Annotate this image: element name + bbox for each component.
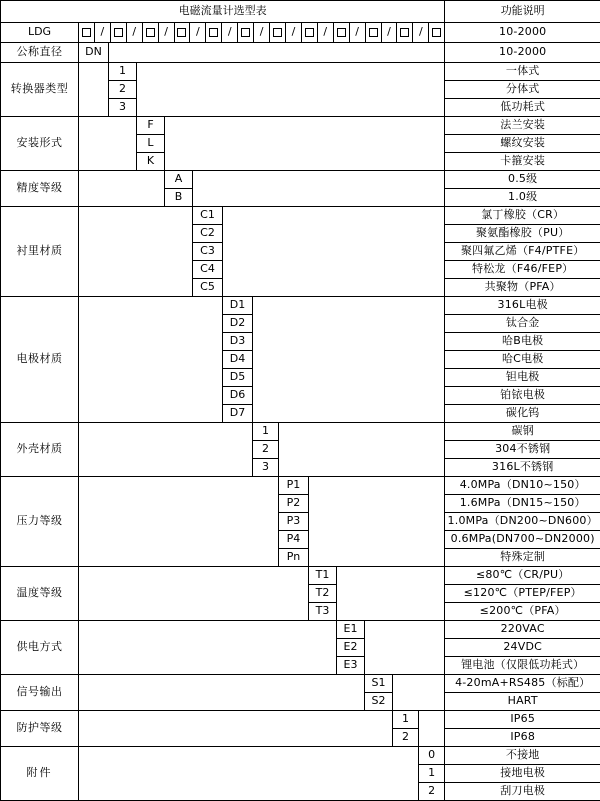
separator-slash: / (259, 26, 265, 39)
code-electrode-2: D2 (223, 315, 253, 333)
desc-power-2: 24VDC (445, 639, 600, 657)
spacer (79, 423, 253, 477)
spacer (365, 621, 445, 675)
desc-housing-2: 304不锈钢 (445, 441, 600, 459)
code-housing-2: 2 (253, 441, 279, 459)
page-title: 电磁流量计选型表 (1, 1, 445, 23)
code-separator (95, 23, 111, 42)
separator-slash: / (100, 26, 106, 39)
code-lining-4: C4 (193, 261, 223, 279)
desc-housing-3: 316L不锈钢 (445, 459, 600, 477)
spacer (109, 43, 445, 63)
label-accessory: 附件 (1, 747, 79, 801)
placeholder-square-icon (369, 28, 378, 37)
model-code-cells (79, 23, 445, 43)
desc-converter-2: 分体式 (445, 81, 600, 99)
separator-slash: / (291, 26, 297, 39)
desc-mounting-1: 法兰安装 (445, 117, 600, 135)
desc-converter-1: 一体式 (445, 63, 600, 81)
desc-lining-3: 聚四氟乙烯（F4/PTFE） (445, 243, 600, 261)
code-mounting-3: K (137, 153, 165, 171)
code-mounting-1: F (137, 117, 165, 135)
desc-accessory-1: 不接地 (445, 747, 600, 765)
code-signal-1: S1 (365, 675, 393, 693)
desc-pressure-2: 1.6MPa（DN15~150） (445, 495, 600, 513)
code-pressure-4: P4 (279, 531, 309, 549)
code-pressure-1: P1 (279, 477, 309, 495)
code-placeholder-box (302, 23, 318, 42)
label-housing-material: 外壳材质 (1, 423, 79, 477)
code-separator (286, 23, 302, 42)
placeholder-square-icon (177, 28, 186, 37)
label-nominal-diameter: 公称直径 (1, 43, 79, 63)
spacer (79, 207, 193, 297)
code-power-2: E2 (337, 639, 365, 657)
code-pressure-5: Pn (279, 549, 309, 567)
desc-temperature-1: ≤80℃（CR/PU） (445, 567, 600, 585)
spacer (79, 117, 137, 171)
code-power-3: E3 (337, 657, 365, 675)
desc-electrode-7: 碳化钨 (445, 405, 600, 423)
separator-slash: / (195, 26, 201, 39)
desc-lining-4: 特松龙（F46/FEP） (445, 261, 600, 279)
desc-nominal-diameter: 10-2000 (445, 23, 600, 43)
code-protection-2: 2 (393, 729, 419, 747)
spacer (337, 567, 445, 621)
spacer (393, 675, 445, 711)
code-electrode-7: D7 (223, 405, 253, 423)
placeholder-square-icon (337, 28, 346, 37)
spacer (165, 117, 445, 171)
code-placeholder-box (143, 23, 159, 42)
row-power-1 (1, 621, 600, 639)
separator-slash: / (163, 26, 169, 39)
label-lining-material: 衬里材质 (1, 207, 79, 297)
code-placeholder-box (397, 23, 413, 42)
spacer (253, 297, 445, 423)
code-electrode-3: D3 (223, 333, 253, 351)
code-dn: DN (79, 43, 109, 63)
separator-slash: / (322, 26, 328, 39)
code-cell-strip (79, 23, 444, 42)
code-accuracy-1: A (165, 171, 193, 189)
code-pressure-3: P3 (279, 513, 309, 531)
label-signal-output: 信号输出 (1, 675, 79, 711)
row-lining-1 (1, 207, 600, 225)
separator-slash: / (227, 26, 233, 39)
spacer (309, 477, 445, 567)
spacer (79, 747, 419, 801)
label-temperature-grade: 温度等级 (1, 567, 79, 621)
placeholder-square-icon (209, 28, 218, 37)
code-separator (382, 23, 398, 42)
desc-electrode-4: 哈C电极 (445, 351, 600, 369)
label-electrode-material: 电极材质 (1, 297, 79, 423)
placeholder-square-icon (432, 28, 441, 37)
spacer (79, 567, 309, 621)
desc-lining-1: 氯丁橡胶（CR） (445, 207, 600, 225)
desc-lining-5: 共聚物（PFA） (445, 279, 600, 297)
spacer (79, 477, 279, 567)
desc-accessory-2: 接地电极 (445, 765, 600, 783)
separator-slash: / (418, 26, 424, 39)
code-placeholder-box (79, 23, 95, 42)
desc-mounting-2: 螺纹安装 (445, 135, 600, 153)
code-placeholder-box (270, 23, 286, 42)
spacer (79, 171, 165, 207)
row-accessory-1 (1, 747, 600, 765)
placeholder-square-icon (114, 28, 123, 37)
row-housing-1 (1, 423, 600, 441)
code-housing-1: 1 (253, 423, 279, 441)
placeholder-square-icon (305, 28, 314, 37)
desc-converter-3: 低功耗式 (445, 99, 600, 117)
code-converter-2: 2 (109, 81, 137, 99)
desc-electrode-2: 钛合金 (445, 315, 600, 333)
placeholder-square-icon (82, 28, 91, 37)
code-separator (159, 23, 175, 42)
label-power-supply: 供电方式 (1, 621, 79, 675)
desc-signal-2: HART (445, 693, 600, 711)
code-placeholder-box (111, 23, 127, 42)
desc-electrode-5: 钽电极 (445, 369, 600, 387)
code-housing-3: 3 (253, 459, 279, 477)
code-electrode-4: D4 (223, 351, 253, 369)
code-pressure-2: P2 (279, 495, 309, 513)
code-separator (318, 23, 334, 42)
row-temperature-1 (1, 567, 600, 585)
desc-temperature-2: ≤120℃（PTEP/FEP） (445, 585, 600, 603)
code-placeholder-box (334, 23, 350, 42)
code-temperature-3: T3 (309, 603, 337, 621)
placeholder-square-icon (241, 28, 250, 37)
desc-accuracy-1: 0.5级 (445, 171, 600, 189)
code-accuracy-2: B (165, 189, 193, 207)
code-lining-3: C3 (193, 243, 223, 261)
spacer (79, 63, 109, 117)
row-protection-1 (1, 711, 600, 729)
code-temperature-1: T1 (309, 567, 337, 585)
separator-slash: / (131, 26, 137, 39)
code-placeholder-box (175, 23, 191, 42)
desc-pressure-4: 0.6MPa(DN700~DN2000) (445, 531, 600, 549)
row-electrode-1 (1, 297, 600, 315)
code-placeholder-box (366, 23, 382, 42)
desc-temperature-3: ≤200℃（PFA） (445, 603, 600, 621)
desc-protection-2: IP68 (445, 729, 600, 747)
desc-mounting-3: 卡箍安装 (445, 153, 600, 171)
code-placeholder-box (206, 23, 222, 42)
desc-pressure-5: 特殊定制 (445, 549, 600, 567)
code-separator (222, 23, 238, 42)
desc-power-1: 220VAC (445, 621, 600, 639)
label-accuracy-grade: 精度等级 (1, 171, 79, 207)
code-separator (254, 23, 270, 42)
code-protection-1: 1 (393, 711, 419, 729)
code-separator (350, 23, 366, 42)
code-separator (190, 23, 206, 42)
desc-accuracy-2: 1.0级 (445, 189, 600, 207)
code-signal-2: S2 (365, 693, 393, 711)
model-prefix: LDG (1, 23, 79, 43)
code-lining-5: C5 (193, 279, 223, 297)
table-title-row (1, 1, 600, 23)
desc-protection-1: IP65 (445, 711, 600, 729)
desc-accessory-3: 刮刀电极 (445, 783, 600, 801)
desc-column-header: 功能说明 (445, 1, 600, 23)
code-accessory-1: 0 (419, 747, 445, 765)
row-nominal-diameter (1, 43, 600, 63)
row-accuracy-1 (1, 171, 600, 189)
code-lining-1: C1 (193, 207, 223, 225)
row-signal-1 (1, 675, 600, 693)
code-mounting-2: L (137, 135, 165, 153)
spacer (79, 675, 365, 711)
code-accessory-2: 1 (419, 765, 445, 783)
label-converter-type: 转换器类型 (1, 63, 79, 117)
code-placeholder-box (238, 23, 254, 42)
placeholder-square-icon (273, 28, 282, 37)
code-separator (127, 23, 143, 42)
spacer (193, 171, 445, 207)
row-mounting-1 (1, 117, 600, 135)
spacer (137, 63, 445, 117)
placeholder-square-icon (400, 28, 409, 37)
code-power-1: E1 (337, 621, 365, 639)
label-protection-grade: 防护等级 (1, 711, 79, 747)
code-converter-1: 1 (109, 63, 137, 81)
desc-pressure-3: 1.0MPa（DN200~DN600） (445, 513, 600, 531)
desc-dn-range: 10-2000 (445, 43, 600, 63)
desc-electrode-6: 铂铱电极 (445, 387, 600, 405)
code-electrode-5: D5 (223, 369, 253, 387)
desc-power-3: 锂电池（仅限低功耗式） (445, 657, 600, 675)
separator-slash: / (354, 26, 360, 39)
code-electrode-6: D6 (223, 387, 253, 405)
desc-electrode-1: 316L电极 (445, 297, 600, 315)
spacer (79, 621, 337, 675)
code-converter-3: 3 (109, 99, 137, 117)
desc-housing-1: 碳钢 (445, 423, 600, 441)
code-accessory-3: 2 (419, 783, 445, 801)
spacer (279, 423, 445, 477)
code-placeholder-box (429, 23, 444, 42)
desc-pressure-1: 4.0MPa（DN10~150） (445, 477, 600, 495)
separator-slash: / (386, 26, 392, 39)
desc-signal-1: 4-20mA+RS485（标配） (445, 675, 600, 693)
spacer (223, 207, 445, 297)
spacer (79, 297, 223, 423)
row-pressure-1 (1, 477, 600, 495)
code-separator (413, 23, 429, 42)
code-electrode-1: D1 (223, 297, 253, 315)
placeholder-square-icon (146, 28, 155, 37)
code-temperature-2: T2 (309, 585, 337, 603)
desc-electrode-3: 哈B电极 (445, 333, 600, 351)
code-lining-2: C2 (193, 225, 223, 243)
label-pressure-grade: 压力等级 (1, 477, 79, 567)
label-mounting-type: 安装形式 (1, 117, 79, 171)
row-converter-type-1 (1, 63, 600, 81)
model-code-row (1, 23, 600, 43)
desc-lining-2: 聚氨酯橡胶（PU） (445, 225, 600, 243)
